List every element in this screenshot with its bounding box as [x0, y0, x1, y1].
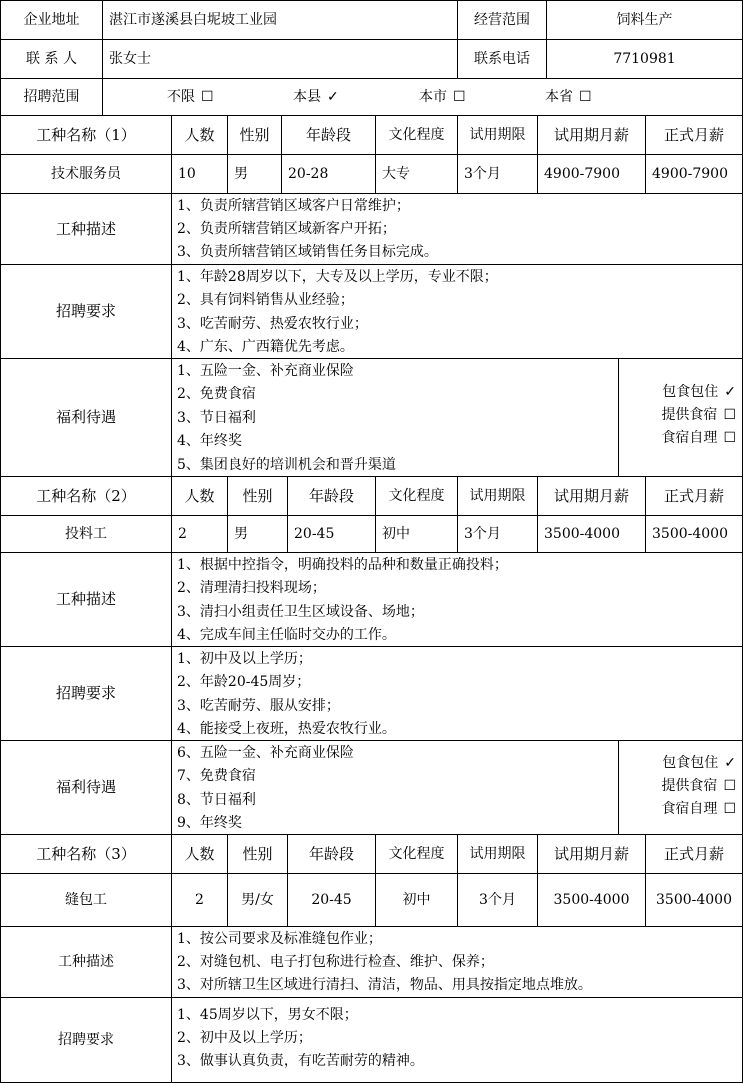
- checkmark-icon: ✓: [724, 755, 736, 771]
- list-item: 1、负责所辖营销区域客户日常维护；: [177, 198, 410, 214]
- phone-label: 联系电话: [457, 39, 547, 79]
- list-item: 5、集团良好的培训机会和晋升渠道: [177, 456, 396, 473]
- header-regular-salary: 正式月薪: [645, 476, 743, 516]
- checkmark-icon: ✓: [724, 384, 736, 400]
- lodging-option-self[interactable]: 食宿自理 ☐: [661, 427, 736, 450]
- list-item: 2、负责所辖营销区域新客户开拓；: [177, 221, 396, 237]
- list-item: 7、免费食宿: [177, 768, 256, 785]
- header-age: 年龄段: [287, 834, 376, 874]
- job3-description-label: 工种描述: [0, 926, 172, 998]
- list-item: 2、具有饲料销售从业经验；: [177, 292, 354, 309]
- list-item: 3、吃苦耐劳、服从安排；: [177, 697, 340, 714]
- list-item: 2、初中及以上学历；: [177, 1030, 312, 1046]
- job1-title-label: 工种名称（1）: [0, 115, 172, 155]
- scope-label: 经营范围: [457, 0, 547, 40]
- header-probation: 试用期限: [457, 834, 538, 874]
- scope-option-city[interactable]: 本市 ☐: [419, 89, 466, 105]
- job1-benefits: [171, 358, 619, 477]
- job3-probation: 3个月: [457, 873, 538, 927]
- job1-requirements: [171, 264, 743, 359]
- job3-regular-salary: 3500-4000: [645, 873, 743, 927]
- job1-benefits-label: 福利待遇: [0, 358, 172, 477]
- checkbox-icon: ☐: [453, 89, 466, 105]
- header-age: 年龄段: [287, 476, 376, 516]
- header-probation-salary: 试用期月薪: [537, 115, 646, 155]
- job2-regular-salary: 3500-4000: [645, 515, 743, 553]
- job1-lodging: [618, 358, 743, 477]
- job3-headcount: 2: [171, 873, 228, 927]
- job3-education: 初中: [375, 873, 458, 927]
- list-item: 1、年龄28周岁以下，大专及以上学历，专业不限；: [177, 269, 498, 285]
- header-gender: 性别: [227, 834, 288, 874]
- list-item: 8、节日福利: [177, 791, 256, 808]
- list-item: 1、五险一金、补充商业保险: [177, 363, 354, 379]
- list-item: 2、年龄20-45周岁；: [177, 674, 311, 691]
- list-item: 4、年终奖: [177, 433, 242, 450]
- scope-option-county[interactable]: 本县 ✓: [293, 89, 339, 105]
- checkbox-icon: ☐: [723, 801, 736, 817]
- job3-requirements-label: 招聘要求: [0, 997, 172, 1083]
- header-gender: 性别: [227, 115, 282, 155]
- job1-gender: 男: [227, 154, 282, 194]
- job1-headcount: 10: [171, 154, 228, 194]
- job1-description-label: 工种描述: [0, 193, 172, 265]
- header-probation: 试用期限: [457, 476, 538, 516]
- job1-age: 20-28: [281, 154, 376, 194]
- job2-age: 20-45: [287, 515, 376, 553]
- list-item: 3、节日福利: [177, 409, 256, 426]
- list-item: 6、五险一金、补充商业保险: [177, 745, 354, 761]
- job3-probation-salary: 3500-4000: [537, 873, 646, 927]
- job3-title-label: 工种名称（3）: [0, 834, 172, 874]
- job1-probation-salary: 4900-7900: [537, 154, 646, 194]
- address-value: 湛江市遂溪县白坭坡工业园: [102, 0, 458, 40]
- scope-option-unlimited[interactable]: 不限 ☐: [167, 89, 214, 105]
- list-item: 1、根据中控指令，明确投料的品种和数量正确投料；: [177, 557, 508, 573]
- address-label: 企业地址: [0, 0, 103, 40]
- list-item: 3、吃苦耐劳、热爱农牧行业；: [177, 315, 368, 332]
- list-item: 2、免费食宿: [177, 386, 256, 403]
- list-item: 4、完成车间主任临时交办的工作。: [177, 627, 396, 644]
- job2-headcount: 2: [171, 515, 228, 553]
- lodging-option-provided[interactable]: 提供食宿 ☐: [661, 775, 736, 798]
- list-item: 2、对缝包机、电子打包称进行检查、维护、保养；: [177, 954, 494, 970]
- list-item: 3、对所辖卫生区域进行清扫、清洁，物品、用具按指定地点堆放。: [177, 977, 592, 993]
- job2-description: [171, 552, 743, 647]
- job2-probation: 3个月: [457, 515, 538, 553]
- contact-label: 联 系 人: [0, 39, 103, 79]
- job2-benefits: [171, 740, 619, 835]
- header-probation-salary: 试用期月薪: [537, 476, 646, 516]
- header-education: 文化程度: [375, 834, 458, 874]
- header-probation-salary: 试用期月薪: [537, 834, 646, 874]
- job2-probation-salary: 3500-4000: [537, 515, 646, 553]
- job3-name: 缝包工: [0, 873, 172, 927]
- header-age: 年龄段: [281, 115, 376, 155]
- job2-title-label: 工种名称（2）: [0, 476, 172, 516]
- list-item: 9、年终奖: [177, 815, 242, 832]
- list-item: 3、做事认真负责，有吃苦耐劳的精神。: [177, 1053, 424, 1069]
- job1-description: [171, 193, 743, 265]
- header-headcount: 人数: [171, 476, 228, 516]
- contact-value: 张女士: [102, 39, 458, 79]
- list-item: 2、清理清扫投料现场；: [177, 580, 326, 597]
- job1-regular-salary: 4900-7900: [645, 154, 743, 194]
- list-item: 3、负责所辖营销区域销售任务目标完成。: [177, 244, 438, 260]
- checkmark-icon: ✓: [327, 89, 339, 105]
- list-item: 1、45周岁以下，男女不限；: [177, 1007, 358, 1023]
- scope-value: 饲料生产: [546, 0, 743, 40]
- header-probation: 试用期限: [457, 115, 538, 155]
- phone-value: 7710981: [546, 39, 743, 79]
- recruit-scope-options: [102, 78, 743, 116]
- lodging-option-self[interactable]: 食宿自理 ☐: [661, 798, 736, 821]
- recruit-scope-label: 招聘范围: [0, 78, 103, 116]
- job3-description: [171, 926, 743, 998]
- job2-education: 初中: [375, 515, 458, 553]
- checkbox-icon: ☐: [723, 407, 736, 423]
- job2-lodging: [618, 740, 743, 835]
- job2-description-label: 工种描述: [0, 552, 172, 647]
- header-headcount: 人数: [171, 834, 228, 874]
- job1-probation: 3个月: [457, 154, 538, 194]
- list-item: 4、广东、广西籍优先考虑。: [177, 339, 354, 356]
- lodging-option-full[interactable]: 包食包住 ✓: [662, 752, 736, 775]
- header-regular-salary: 正式月薪: [645, 834, 743, 874]
- scope-option-province[interactable]: 本省 ☐: [545, 89, 592, 105]
- list-item: 1、按公司要求及标准缝包作业；: [177, 931, 382, 947]
- header-regular-salary: 正式月薪: [645, 115, 743, 155]
- job3-age: 20-45: [287, 873, 376, 927]
- list-item: 3、清扫小组责任卫生区域设备、场地；: [177, 603, 424, 620]
- lodging-option-provided[interactable]: 提供食宿 ☐: [661, 404, 736, 427]
- header-gender: 性别: [227, 476, 288, 516]
- header-education: 文化程度: [375, 115, 458, 155]
- job1-requirements-label: 招聘要求: [0, 264, 172, 359]
- list-item: 4、能接受上夜班，热爱农牧行业。: [177, 721, 396, 738]
- checkbox-icon: ☐: [723, 430, 736, 446]
- header-education: 文化程度: [375, 476, 458, 516]
- job2-gender: 男: [227, 515, 288, 553]
- header-headcount: 人数: [171, 115, 228, 155]
- job2-requirements: [171, 646, 743, 741]
- job2-name: 投料工: [0, 515, 172, 553]
- job2-requirements-label: 招聘要求: [0, 646, 172, 741]
- lodging-option-full[interactable]: 包食包住 ✓: [662, 381, 736, 404]
- job1-education: 大专: [375, 154, 458, 194]
- job3-requirements: [171, 997, 743, 1083]
- list-item: 1、初中及以上学历；: [177, 651, 312, 667]
- checkbox-icon: ☐: [579, 89, 592, 105]
- checkbox-icon: ☐: [723, 778, 736, 794]
- job2-benefits-label: 福利待遇: [0, 740, 172, 835]
- checkbox-icon: ☐: [201, 89, 214, 105]
- job3-gender: 男/女: [227, 873, 288, 927]
- job1-name: 技术服务员: [0, 154, 172, 194]
